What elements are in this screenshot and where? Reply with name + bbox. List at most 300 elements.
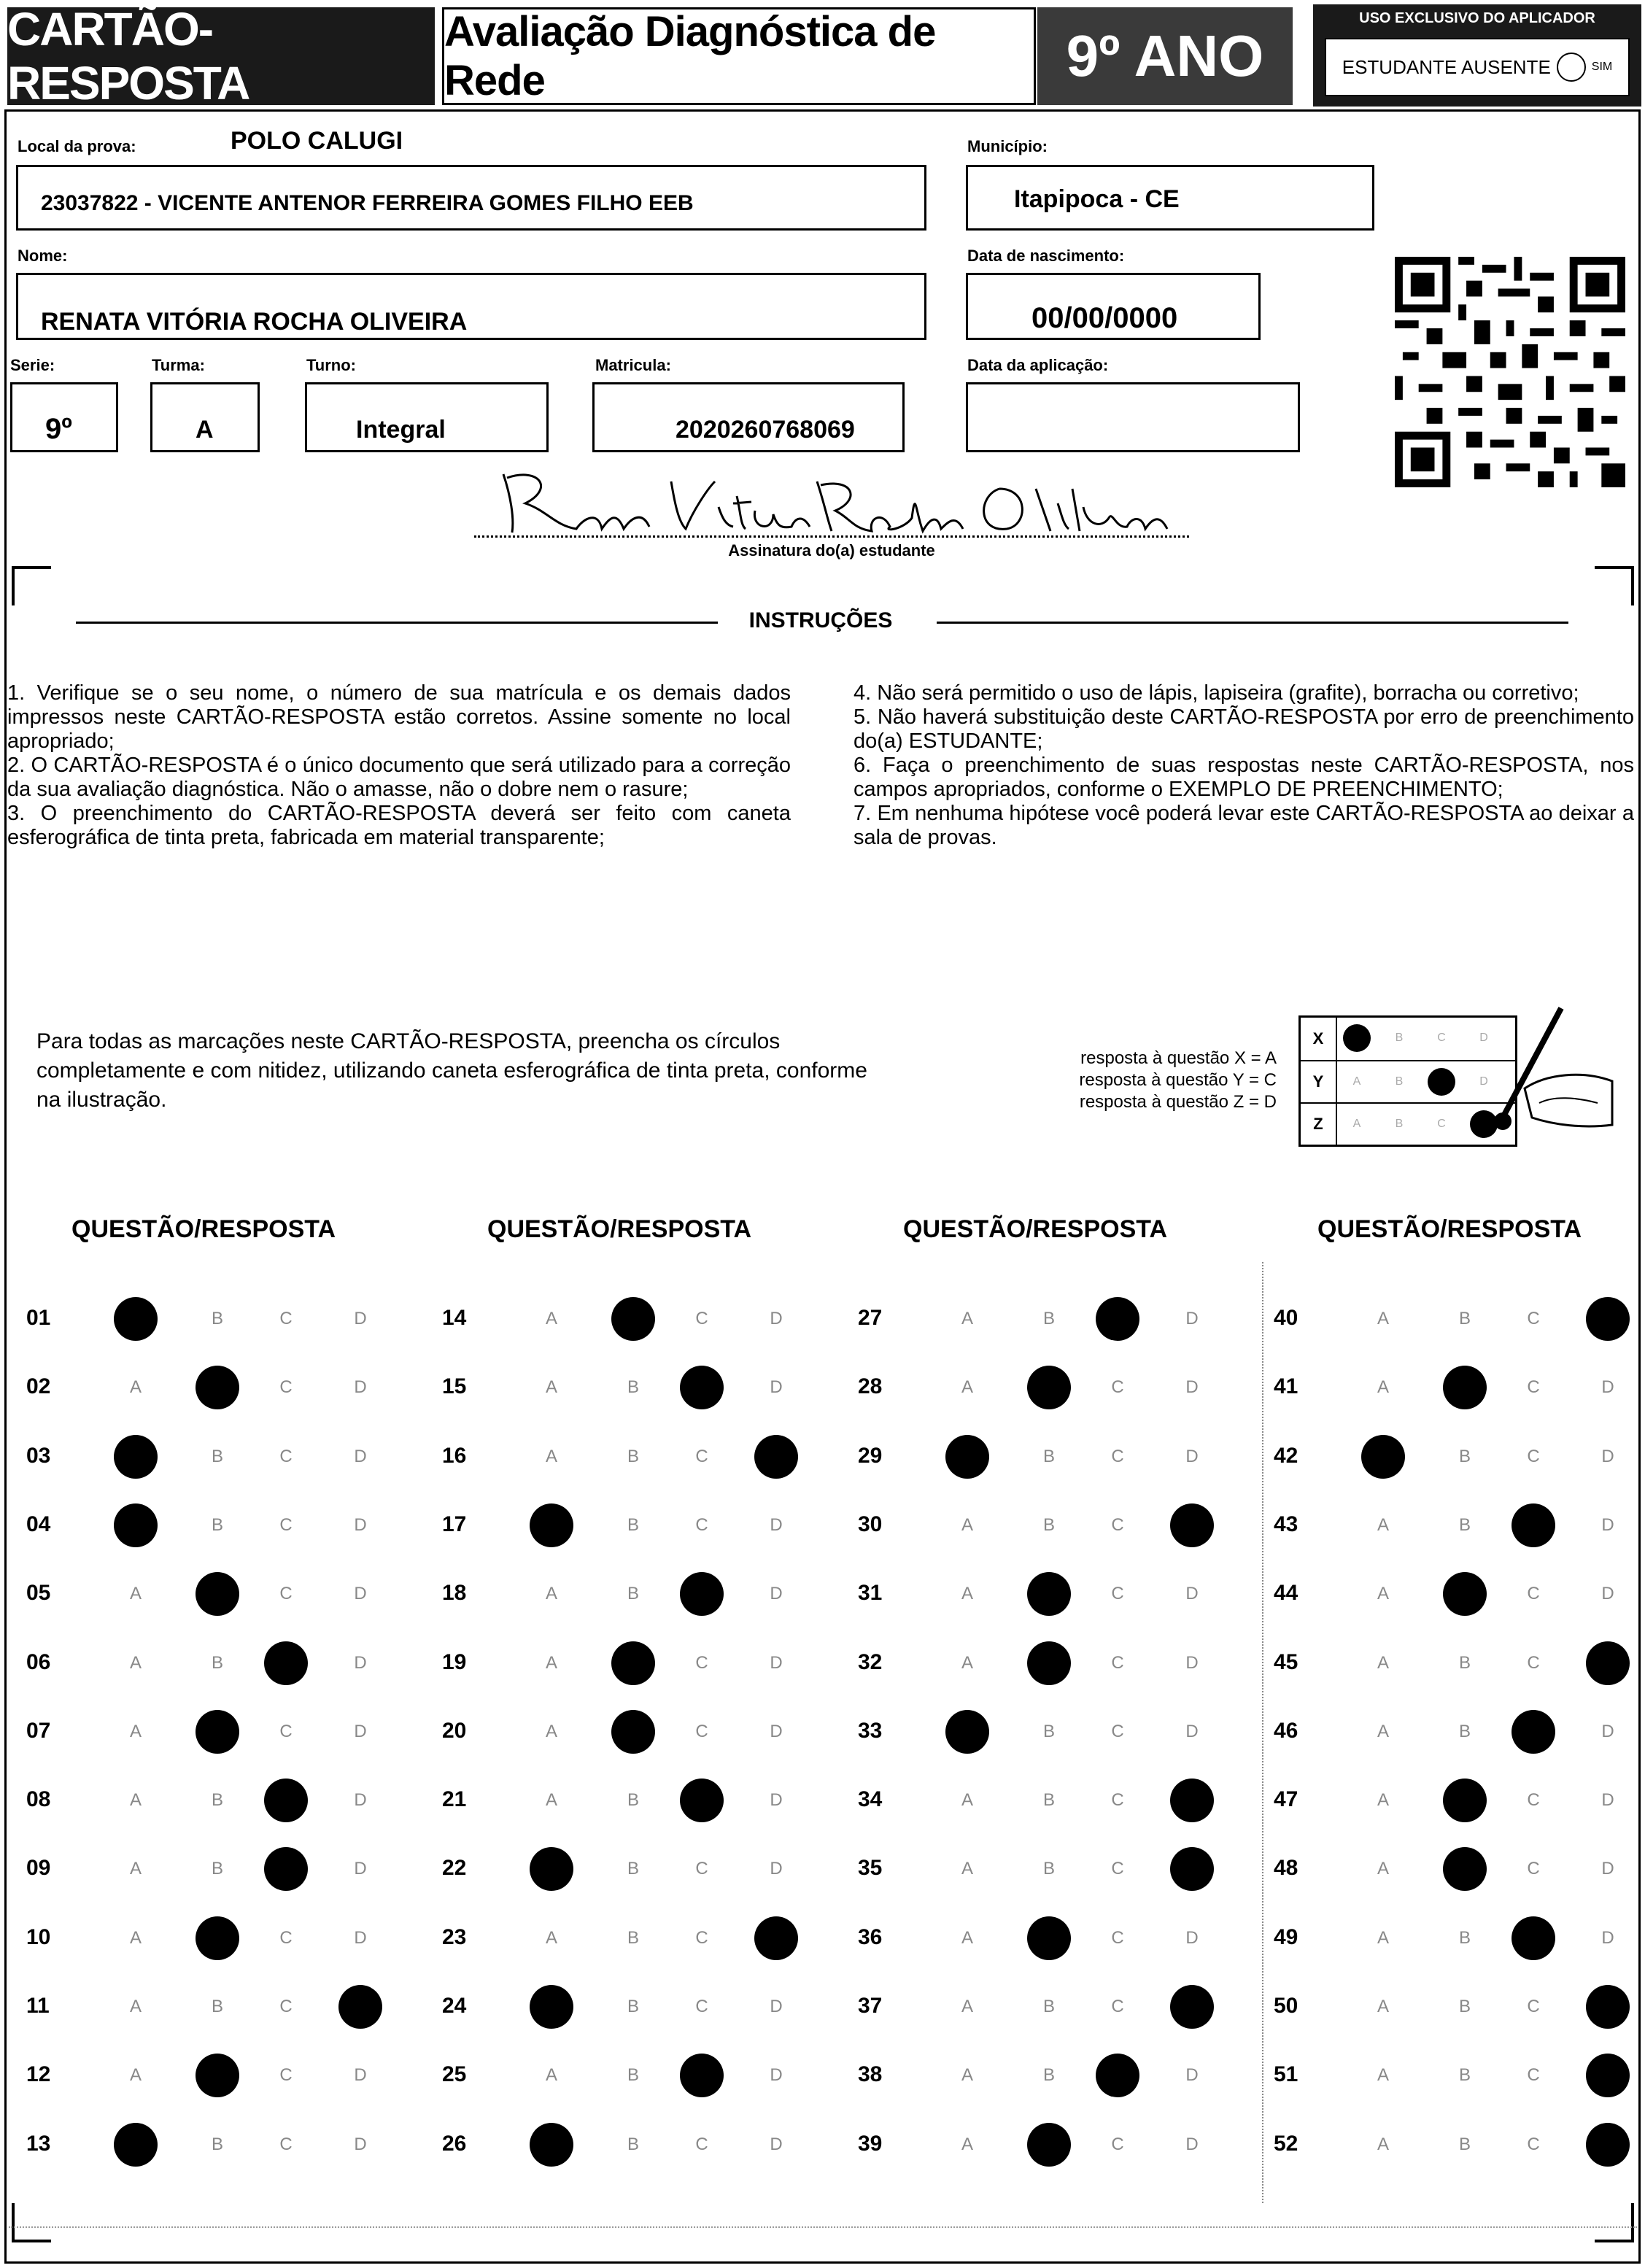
answer-bubble-c[interactable]: C: [279, 1997, 293, 2016]
answer-bubble-d[interactable]: D: [1185, 2065, 1199, 2086]
answer-bubble-d[interactable]: [1170, 1779, 1214, 1822]
answer-bubble-c[interactable]: C: [1527, 2134, 1540, 2154]
answer-bubble-b[interactable]: B: [627, 1514, 639, 1535]
answer-bubble-b[interactable]: [1027, 1572, 1071, 1616]
instruction-item: 3. O preenchimento do CARTÃO-RESPOSTA deverá ser feito com caneta esferográfica de tinta preta, fabricada em material transparente;: [7, 802, 791, 849]
assessment-title: Avaliação Diagnóstica de Rede: [442, 7, 1036, 105]
answer-bubble-c[interactable]: C: [1111, 1721, 1124, 1741]
answer-bubble-a[interactable]: A: [129, 1377, 142, 1398]
answer-bubble-b[interactable]: [1027, 1641, 1071, 1685]
answer-bubble-d[interactable]: D: [1185, 1652, 1199, 1673]
answer-bubble-c[interactable]: [1512, 1710, 1555, 1754]
answer-bubble-d[interactable]: D: [770, 1721, 783, 1741]
answer-bubble-a[interactable]: A: [1377, 1997, 1389, 2016]
answer-bubble-d[interactable]: [1586, 1985, 1630, 2029]
answer-bubble-a[interactable]: A: [545, 1377, 557, 1398]
question-row: [442, 1297, 821, 1341]
answer-bubble-d[interactable]: [754, 1435, 798, 1479]
answer-bubble-b[interactable]: [611, 1641, 655, 1685]
instructions-title: INSTRUÇÕES: [748, 608, 893, 632]
answer-bubble-b[interactable]: B: [1042, 1514, 1055, 1535]
answer-bubble-a[interactable]: [114, 2123, 158, 2167]
answer-bubble-d[interactable]: D: [354, 1721, 367, 1741]
question-number: 36: [858, 1924, 883, 1949]
answer-bubble-b[interactable]: [1443, 1366, 1487, 1409]
question-number: 18: [442, 1581, 467, 1606]
answer-bubble-c[interactable]: [680, 1366, 724, 1409]
answer-bubble-c[interactable]: C: [279, 1721, 293, 1741]
question-row: [442, 2123, 821, 2167]
answer-bubble-b[interactable]: B: [211, 1309, 223, 1328]
answer-bubble-c[interactable]: [264, 1847, 308, 1891]
question-row: [858, 2054, 1237, 2097]
answer-bubble-a[interactable]: A: [1377, 2065, 1389, 2086]
answer-bubble-d[interactable]: D: [1601, 1446, 1614, 1466]
answer-bubble-c[interactable]: C: [1527, 1446, 1540, 1466]
question-row: [1274, 2054, 1645, 2097]
answer-bubble-c[interactable]: C: [1111, 1859, 1124, 1879]
question-number: 35: [858, 1856, 883, 1881]
answer-bubble-a[interactable]: A: [1377, 1859, 1389, 1879]
answer-bubble-b[interactable]: B: [1042, 1997, 1055, 2016]
answer-bubble-b[interactable]: [196, 2054, 239, 2097]
answer-bubble-b[interactable]: [611, 1297, 655, 1341]
answer-bubble-b[interactable]: [196, 1916, 239, 1960]
instruction-item: 2. O CARTÃO-RESPOSTA é o único documento que será utilizado para a correção da sua avaliação diagnóstica. Não o amasse, não o dobre nem o rasure;: [7, 754, 791, 801]
answer-bubble-a[interactable]: A: [961, 1377, 973, 1398]
question-row: [442, 1779, 821, 1822]
answer-bubble-b[interactable]: B: [627, 1446, 639, 1466]
example-bubble-c: C: [1437, 1032, 1446, 1044]
answer-bubble-c[interactable]: C: [695, 1446, 708, 1466]
answer-bubble-b[interactable]: B: [1458, 2134, 1471, 2154]
fill-instruction: Para todas as marcações neste CARTÃO-RESPOSTA, preencha os círculos completamente e com nitidez, utilizando caneta esferográfica de tinta preta, conforme na ilustração.: [36, 1029, 867, 1112]
question-row: [1274, 1435, 1645, 1479]
answer-bubble-c[interactable]: C: [279, 1514, 293, 1535]
answer-bubble-a[interactable]: A: [129, 1721, 142, 1741]
answer-bubble-b[interactable]: [1443, 1779, 1487, 1822]
answer-bubble-c[interactable]: C: [695, 1997, 708, 2016]
answer-bubble-c[interactable]: C: [1111, 1446, 1124, 1466]
answer-bubble-c[interactable]: [1512, 1503, 1555, 1547]
answer-bubble-a[interactable]: A: [545, 1721, 557, 1741]
answer-bubble-d[interactable]: D: [1601, 1514, 1614, 1535]
question-number: 50: [1274, 1994, 1298, 2018]
answer-bubble-a[interactable]: A: [129, 1927, 142, 1948]
answer-bubble-b[interactable]: B: [1458, 1309, 1471, 1328]
question-row: [1274, 1985, 1645, 2029]
answer-bubble-b[interactable]: B: [1458, 2065, 1471, 2086]
answer-bubble-c[interactable]: C: [279, 1584, 293, 1604]
answer-bubble-b[interactable]: B: [627, 2065, 639, 2086]
answer-bubble-a[interactable]: A: [545, 1790, 557, 1811]
answer-bubble-c[interactable]: [1096, 1297, 1139, 1341]
answer-bubble-b[interactable]: [196, 1710, 239, 1754]
answer-bubble-b[interactable]: B: [627, 1927, 639, 1948]
question-row: [1274, 1366, 1645, 1409]
answer-bubble-a[interactable]: A: [1377, 1652, 1389, 1673]
question-number: 39: [858, 2131, 883, 2156]
answer-bubble-c[interactable]: C: [1111, 1790, 1124, 1811]
answer-bubble-a[interactable]: A: [1377, 1377, 1389, 1398]
answer-bubble-b[interactable]: [1443, 1847, 1487, 1891]
answer-bubble-d[interactable]: D: [1185, 2134, 1199, 2154]
corner-mark: [1595, 2203, 1634, 2242]
answer-bubble-a[interactable]: A: [961, 1859, 973, 1879]
fill-example: [1036, 1015, 1612, 1161]
answer-bubble-b[interactable]: B: [1042, 1859, 1055, 1879]
answer-bubble-b[interactable]: B: [1458, 1514, 1471, 1535]
answer-bubble-b[interactable]: B: [627, 1997, 639, 2016]
column-header: QUESTÃO/RESPOSTA: [487, 1215, 752, 1243]
example-bubble-b: B: [1395, 1032, 1404, 1044]
answer-bubble-d[interactable]: D: [770, 1584, 783, 1604]
answer-bubble-d[interactable]: [754, 1916, 798, 1960]
answer-bubble-b[interactable]: [611, 1710, 655, 1754]
answer-bubble-b[interactable]: B: [1458, 1446, 1471, 1466]
answer-bubble-a[interactable]: A: [129, 2065, 142, 2086]
answer-bubble-d[interactable]: D: [770, 1514, 783, 1535]
answer-bubble-c[interactable]: [1512, 1916, 1555, 1960]
answer-bubble-d[interactable]: D: [354, 1859, 367, 1879]
question-row: [858, 1710, 1237, 1754]
answer-bubble-c[interactable]: C: [1527, 1997, 1540, 2016]
answer-bubble-a[interactable]: A: [961, 1652, 973, 1673]
answer-bubble-b[interactable]: B: [211, 1859, 223, 1879]
answer-bubble-c[interactable]: [680, 2054, 724, 2097]
serie-label: Serie:: [10, 356, 55, 374]
answer-bubble-d[interactable]: D: [770, 1309, 783, 1328]
question-row: [442, 1847, 821, 1891]
absent-bubble[interactable]: [1557, 53, 1586, 82]
question-number: 33: [858, 1718, 883, 1743]
answer-bubble-a[interactable]: A: [545, 1446, 557, 1466]
answer-bubble-c[interactable]: C: [1111, 1927, 1124, 1948]
answer-bubble-c[interactable]: C: [279, 1309, 293, 1328]
answer-bubble-b[interactable]: B: [627, 1859, 639, 1879]
answer-bubble-c[interactable]: C: [1111, 1377, 1124, 1398]
question-number: 21: [442, 1787, 467, 1812]
answer-bubble-d[interactable]: D: [354, 1514, 367, 1535]
answer-bubble-a[interactable]: A: [961, 2134, 973, 2154]
answer-bubble-a[interactable]: A: [1377, 1514, 1389, 1535]
question-row: [858, 1503, 1237, 1547]
question-row: [26, 2054, 406, 2097]
question-row: [858, 1297, 1237, 1341]
answer-bubble-b[interactable]: B: [1042, 1309, 1055, 1328]
answer-bubble-c[interactable]: C: [1527, 1859, 1540, 1879]
answer-bubble-d[interactable]: D: [770, 2134, 783, 2154]
qr-code: [1395, 257, 1625, 487]
answer-bubble-c[interactable]: C: [695, 1927, 708, 1948]
instruction-item: 1. Verifique se o seu nome, o número de sua matrícula e os demais dados impressos neste CARTÃO-RESPOSTA estão corretos. Assine somente no local apropriado;: [7, 681, 791, 753]
answer-bubble-b[interactable]: B: [1458, 1652, 1471, 1673]
question-number: 42: [1274, 1443, 1298, 1468]
municipio-label: Município:: [967, 137, 1048, 155]
question-number: 28: [858, 1374, 883, 1399]
answer-bubble-c[interactable]: C: [695, 1309, 708, 1328]
answer-bubble-c[interactable]: C: [695, 2134, 708, 2154]
answer-bubble-d[interactable]: D: [770, 1859, 783, 1879]
question-number: 05: [26, 1581, 51, 1606]
answer-bubble-a[interactable]: [945, 1710, 989, 1754]
answer-bubble-b[interactable]: B: [1458, 1997, 1471, 2016]
instructions-right: [854, 681, 1634, 850]
question-row: [1274, 1916, 1645, 1960]
answer-bubble-a[interactable]: A: [961, 1309, 973, 1328]
answer-bubble-d[interactable]: [1170, 1847, 1214, 1891]
answer-bubble-d[interactable]: [1170, 1503, 1214, 1547]
answer-bubble-d[interactable]: D: [770, 1790, 783, 1811]
local-value: POLO CALUGI: [231, 127, 403, 155]
answer-bubble-d[interactable]: D: [354, 1309, 367, 1328]
instructions-rule-right: [937, 622, 1568, 624]
answer-bubble-a[interactable]: [114, 1435, 158, 1479]
answer-bubble-a[interactable]: A: [1377, 2134, 1389, 2154]
answer-bubble-d[interactable]: D: [1601, 1790, 1614, 1811]
answer-bubble-b[interactable]: B: [211, 1790, 223, 1811]
question-number: 02: [26, 1374, 51, 1399]
instruction-item: 4. Não será permitido o uso de lápis, lapiseira (grafite), borracha ou corretivo;: [854, 681, 1579, 705]
question-number: 45: [1274, 1649, 1298, 1674]
example-bubble-c: C: [1437, 1118, 1446, 1130]
answer-bubble-d[interactable]: D: [354, 1446, 367, 1466]
answer-bubble-a[interactable]: A: [545, 2065, 557, 2086]
answer-bubble-d[interactable]: D: [354, 1652, 367, 1673]
answer-bubble-b[interactable]: B: [1042, 2065, 1055, 2086]
answer-bubble-d[interactable]: [1586, 2123, 1630, 2167]
question-number: 06: [26, 1649, 51, 1674]
answer-bubble-d[interactable]: D: [354, 1790, 367, 1811]
answer-bubble-a[interactable]: A: [129, 1859, 142, 1879]
answer-bubble-a[interactable]: A: [1377, 1790, 1389, 1811]
answer-bubble-c[interactable]: C: [695, 1859, 708, 1879]
answer-bubble-d[interactable]: D: [1185, 1446, 1199, 1466]
answer-bubble-a[interactable]: [114, 1503, 158, 1547]
question-row: [442, 1366, 821, 1409]
question-number: 32: [858, 1649, 883, 1674]
answer-bubble-c[interactable]: [1096, 2054, 1139, 2097]
answer-bubble-d[interactable]: D: [354, 1927, 367, 1948]
answer-bubble-a[interactable]: [530, 1503, 573, 1547]
answer-bubble-a[interactable]: A: [1377, 1309, 1389, 1328]
answer-bubble-d[interactable]: D: [1185, 1721, 1199, 1741]
question-number: 41: [1274, 1374, 1298, 1399]
example-bubble-b: B: [1395, 1118, 1404, 1130]
answer-bubble-d[interactable]: D: [1185, 1309, 1199, 1328]
question-number: 31: [858, 1581, 883, 1606]
question-row: [26, 1916, 406, 1960]
answer-bubble-d[interactable]: D: [354, 1584, 367, 1604]
answer-bubble-c[interactable]: C: [1527, 1584, 1540, 1604]
answer-bubble-b[interactable]: B: [1042, 1790, 1055, 1811]
question-number: 34: [858, 1787, 883, 1812]
answer-bubble-d[interactable]: [1586, 2054, 1630, 2097]
corner-mark: [12, 566, 51, 605]
answer-bubble-b[interactable]: B: [627, 1377, 639, 1398]
question-row: [858, 1985, 1237, 2029]
answer-bubble-b[interactable]: [1027, 2123, 1071, 2167]
answer-bubble-b[interactable]: B: [211, 1446, 223, 1466]
answer-bubble-c[interactable]: C: [695, 1652, 708, 1673]
answer-bubble-d[interactable]: D: [1601, 1721, 1614, 1741]
answer-bubble-b[interactable]: B: [1042, 1446, 1055, 1466]
answer-bubble-d[interactable]: D: [1601, 1584, 1614, 1604]
answer-bubble-b[interactable]: [196, 1572, 239, 1616]
answer-bubble-c[interactable]: C: [279, 2134, 293, 2154]
answer-bubble-d[interactable]: D: [1601, 1377, 1614, 1398]
answer-bubble-d[interactable]: D: [1185, 1927, 1199, 1948]
answer-bubble-a[interactable]: [530, 2123, 573, 2167]
answer-bubble-c[interactable]: C: [279, 1927, 293, 1948]
answer-bubble-a[interactable]: [1361, 1435, 1405, 1479]
answer-bubble-d[interactable]: D: [1185, 1584, 1199, 1604]
answer-bubble-a[interactable]: A: [1377, 1927, 1389, 1948]
answer-bubble-d[interactable]: D: [1185, 1377, 1199, 1398]
answer-bubble-c[interactable]: [264, 1779, 308, 1822]
answer-bubble-c[interactable]: C: [695, 1721, 708, 1741]
question-row: [442, 1572, 821, 1616]
answer-bubble-c[interactable]: C: [1111, 1584, 1124, 1604]
answer-bubble-d[interactable]: [338, 1985, 382, 2029]
question-row: [858, 1572, 1237, 1616]
answer-bubble-d[interactable]: D: [770, 2065, 783, 2086]
instructions-left: [7, 681, 791, 850]
question-number: 13: [26, 2131, 51, 2156]
answer-bubble-b[interactable]: B: [627, 1790, 639, 1811]
question-row: [442, 1641, 821, 1685]
answer-bubble-d[interactable]: D: [354, 2065, 367, 2086]
example-legend: [1036, 1048, 1277, 1113]
answer-bubble-d[interactable]: D: [1601, 1859, 1614, 1879]
question-row: [442, 2054, 821, 2097]
answer-bubble-b[interactable]: B: [211, 2134, 223, 2154]
answer-bubble-a[interactable]: [114, 1297, 158, 1341]
answer-bubble-a[interactable]: A: [129, 1652, 142, 1673]
answer-bubble-d[interactable]: D: [770, 1997, 783, 2016]
answer-bubble-b[interactable]: [1443, 1572, 1487, 1616]
answer-bubble-a[interactable]: A: [961, 1790, 973, 1811]
answer-bubble-c[interactable]: C: [1111, 1514, 1124, 1535]
answer-bubble-a[interactable]: A: [545, 1652, 557, 1673]
answer-bubble-c[interactable]: C: [279, 1377, 293, 1398]
question-number: 14: [442, 1306, 467, 1330]
answer-bubble-b[interactable]: B: [1042, 1721, 1055, 1741]
answer-bubble-d[interactable]: D: [354, 1377, 367, 1398]
answer-bubble-c[interactable]: C: [1111, 2134, 1124, 2154]
question-number: 01: [26, 1306, 51, 1330]
corner-mark: [1595, 566, 1634, 605]
answer-bubble-d[interactable]: [1586, 1641, 1630, 1685]
answer-bubble-a[interactable]: A: [545, 1927, 557, 1948]
answer-bubble-a[interactable]: A: [961, 2065, 973, 2086]
answer-bubble-a[interactable]: A: [545, 1584, 557, 1604]
answer-bubble-a[interactable]: A: [1377, 1721, 1389, 1741]
answer-bubble-b[interactable]: B: [211, 1514, 223, 1535]
example-bubble-d: D: [1479, 1075, 1488, 1088]
answer-bubble-a[interactable]: A: [129, 1790, 142, 1811]
answer-bubble-a[interactable]: A: [545, 1309, 557, 1328]
answer-bubble-b[interactable]: B: [211, 1652, 223, 1673]
question-row: [858, 1435, 1237, 1479]
answer-bubble-c[interactable]: C: [695, 1514, 708, 1535]
instruction-item: 5. Não haverá substituição deste CARTÃO-RESPOSTA por erro de preenchimento do(a) ESTUDANTE;: [854, 705, 1634, 753]
question-number: 40: [1274, 1306, 1298, 1330]
answer-bubble-a[interactable]: [945, 1435, 989, 1479]
answer-bubble-d[interactable]: D: [1601, 1927, 1614, 1948]
question-number: 26: [442, 2131, 467, 2156]
answer-bubble-c[interactable]: [264, 1641, 308, 1685]
answer-bubble-a[interactable]: [530, 1847, 573, 1891]
answer-bubble-a[interactable]: A: [961, 1514, 973, 1535]
answer-bubble-c[interactable]: C: [1111, 1652, 1124, 1673]
answer-bubble-c[interactable]: C: [1527, 1790, 1540, 1811]
answer-bubble-c[interactable]: C: [279, 2065, 293, 2086]
answer-bubble-b[interactable]: B: [627, 2134, 639, 2154]
answer-bubble-b[interactable]: B: [1458, 1721, 1471, 1741]
applicator-title: USO EXCLUSIVO DO APLICADOR: [1359, 10, 1595, 26]
answer-bubble-d[interactable]: D: [770, 1652, 783, 1673]
answer-bubble-c[interactable]: C: [1527, 1309, 1540, 1328]
answer-bubble-b[interactable]: B: [1458, 1927, 1471, 1948]
question-number: 51: [1274, 2062, 1298, 2087]
grade-badge: 9º ANO: [1037, 7, 1293, 105]
answer-bubble-d[interactable]: [1586, 1297, 1630, 1341]
answer-bubble-b[interactable]: [1027, 1366, 1071, 1409]
question-number: 52: [1274, 2131, 1298, 2156]
answer-bubble-a[interactable]: [530, 1985, 573, 2029]
answer-bubble-b[interactable]: B: [627, 1584, 639, 1604]
answer-bubble-c[interactable]: C: [1527, 1377, 1540, 1398]
answer-bubble-a[interactable]: A: [961, 1584, 973, 1604]
answer-bubble-b[interactable]: [196, 1366, 239, 1409]
answer-bubble-d[interactable]: [1170, 1985, 1214, 2029]
answer-bubble-c[interactable]: C: [1527, 2065, 1540, 2086]
answer-bubble-c[interactable]: C: [1527, 1652, 1540, 1673]
question-row: [442, 1916, 821, 1960]
question-row: [858, 1916, 1237, 1960]
question-number: 16: [442, 1443, 467, 1468]
example-bubble-c: [1428, 1068, 1455, 1096]
question-row: [1274, 1572, 1645, 1616]
answer-bubble-d[interactable]: D: [354, 2134, 367, 2154]
aplicacao-label: Data da aplicação:: [967, 356, 1109, 374]
answer-bubble-c[interactable]: [680, 1779, 724, 1822]
question-number: 44: [1274, 1581, 1298, 1606]
school-value: 23037822 - VICENTE ANTENOR FERREIRA GOMES FILHO EEB: [41, 191, 694, 215]
example-row-key: Y: [1301, 1061, 1337, 1102]
answer-bubble-a[interactable]: A: [961, 1997, 973, 2016]
answer-bubble-b[interactable]: B: [211, 1997, 223, 2016]
answer-bubble-c[interactable]: [680, 1572, 724, 1616]
question-row: [26, 1435, 406, 1479]
bottom-rule: [9, 2226, 1637, 2228]
example-bubble-a: [1343, 1024, 1371, 1052]
answer-bubble-d[interactable]: D: [770, 1377, 783, 1398]
example-row-key: Z: [1301, 1104, 1337, 1145]
answer-bubble-a[interactable]: A: [129, 1997, 142, 2016]
answer-bubble-a[interactable]: A: [1377, 1584, 1389, 1604]
answer-bubble-a[interactable]: A: [129, 1584, 142, 1604]
answer-bubble-b[interactable]: [1027, 1916, 1071, 1960]
answer-bubble-a[interactable]: A: [961, 1927, 973, 1948]
answer-bubble-c[interactable]: C: [1111, 1997, 1124, 2016]
answer-bubble-c[interactable]: C: [279, 1446, 293, 1466]
question-row: [1274, 1847, 1645, 1891]
aplicacao-box[interactable]: [966, 382, 1300, 452]
absent-sim-label: SIM: [1591, 61, 1613, 73]
question-number: 24: [442, 1994, 467, 2018]
